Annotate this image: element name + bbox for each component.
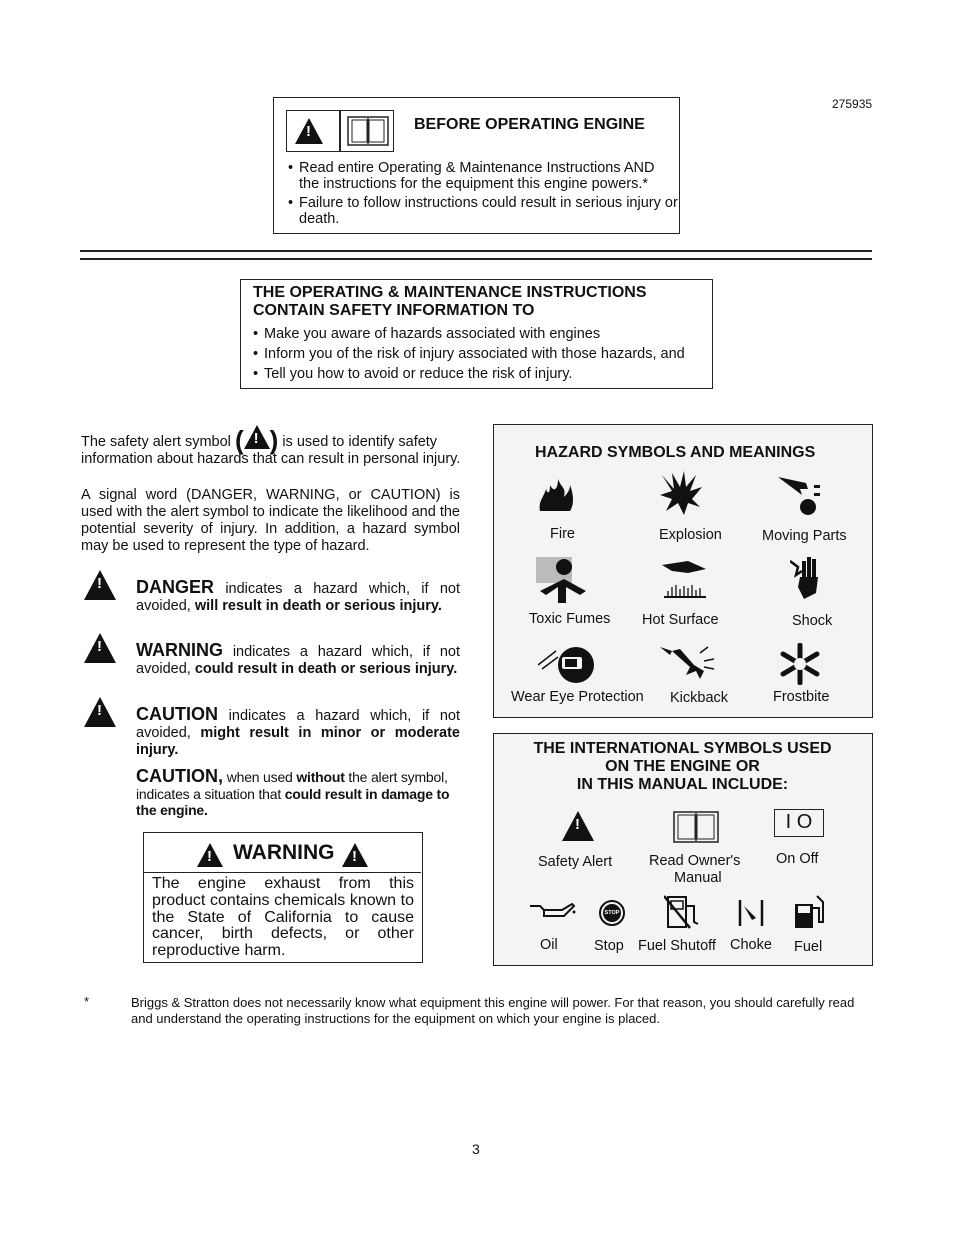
before-title: BEFORE OPERATING ENGINE [414, 116, 645, 133]
intl-label: Fuel Shutoff [638, 938, 716, 954]
divider-bottom [80, 258, 872, 260]
list-item: • Read entire Operating & Maintenance Instructions AND the instructions for the equipment this engine powers.* [288, 160, 678, 192]
danger-definition: DANGER indicates a hazard which, if not avoided, will result in death or serious injury. [136, 577, 460, 614]
international-symbols-box [493, 733, 873, 966]
hazard-title: HAZARD SYMBOLS AND MEANINGS [535, 444, 816, 461]
hazard-label: Frostbite [773, 689, 830, 705]
toxic-fumes-icon [536, 557, 590, 608]
list-item: • Failure to follow instructions could result in serious injury or death. [288, 195, 678, 227]
california-warning-box [143, 832, 423, 963]
intl-label: Oil [540, 937, 558, 953]
fuel-shutoff-icon [664, 894, 700, 935]
owners-manual-icon [672, 809, 720, 850]
intl-label: Read Owner's [649, 853, 741, 869]
fuel-icon [793, 894, 827, 935]
caution-no-symbol-definition: CAUTION, when used without the alert symbol, indicates a situation that could result in damage to the engine. [136, 766, 450, 818]
frostbite-icon [779, 643, 821, 690]
hazard-symbols-box [493, 424, 873, 718]
hazard-label: Hot Surface [642, 612, 719, 628]
moving-parts-icon [778, 475, 824, 524]
ops-bullets [253, 324, 708, 384]
signal-word-paragraph: A signal word (DANGER, WARNING, or CAUTION) is used with the alert symbol to indicate the likelihood and the potential severity of injury. In addition, a hazard symbol may be used to represent the type of hazard. [81, 487, 460, 554]
ops-title: THE OPERATING & MAINTENANCE INSTRUCTIONS CONTAIN SAFETY INFORMATION TO [253, 284, 647, 319]
safety-alert-icon [295, 118, 323, 149]
warning-definition: WARNING indicates a hazard which, if not avoided, could result in death or serious injury. [136, 640, 460, 677]
intl-label: Stop [594, 938, 624, 954]
warning-alert-icon [84, 633, 116, 668]
hot-surface-icon [662, 559, 708, 604]
danger-alert-icon [84, 570, 116, 605]
before-operating-box [273, 97, 680, 234]
warning-text: The engine exhaust from this product contains chemicals known to the State of California to cause cancer, birth defects, or other reproductive harm. [152, 875, 414, 960]
icon-frame [286, 110, 394, 152]
manual-icon [346, 114, 390, 153]
eye-protection-icon [538, 639, 596, 690]
choke-icon [738, 898, 764, 933]
list-item: • Make you aware of hazards associated with engines [253, 324, 708, 344]
stop-icon: STOP [599, 900, 625, 926]
list-item: • Inform you of the risk of injury associated with those hazards, and [253, 344, 708, 364]
before-bullets [288, 160, 678, 227]
document-number: 275935 [832, 97, 873, 111]
caution-alert-icon [84, 697, 116, 732]
fire-icon [536, 475, 576, 518]
intl-label: Safety Alert [538, 854, 613, 870]
divider-top [80, 250, 872, 252]
on-off-icon: I O [774, 809, 824, 837]
operating-instructions-box [240, 279, 713, 389]
shock-icon [790, 555, 820, 606]
safety-alert-intro: The safety alert symbol (! ) is used to identify safety information about hazards that can result in personal injury. [81, 425, 461, 468]
hazard-label: Explosion [659, 527, 722, 543]
hazard-label: Toxic Fumes [529, 611, 611, 627]
warning-title: WARNING [233, 841, 335, 864]
explosion-icon [660, 471, 704, 520]
caution-definition: CAUTION indicates a hazard which, if not avoided, might result in minor or moderate injury. [136, 704, 461, 758]
safety-alert-icon [562, 811, 594, 846]
list-item: • Tell you how to avoid or reduce the risk of injury. [253, 364, 708, 384]
safety-alert-icon [244, 425, 270, 449]
hazard-label: Fire [550, 526, 575, 542]
warning-right-icon [342, 843, 368, 872]
intl-label: Fuel [794, 939, 823, 955]
warning-header [144, 833, 421, 873]
footnote-text: Briggs & Stratton does not necessarily know what equipment this engine will power. For that reason, you should carefully read and understand the operating instructions for the equipment on which your engine is placed. [131, 995, 855, 1026]
hazard-label: Shock [792, 613, 833, 629]
warning-left-icon [197, 843, 223, 872]
footnote-mark: * [84, 994, 90, 1009]
hazard-label: Kickback [670, 690, 729, 706]
intl-title: THE INTERNATIONAL SYMBOLS USED ON THE ENGINE OR IN THIS MANUAL INCLUDE: [533, 740, 832, 793]
hazard-label: Moving Parts [762, 528, 847, 544]
intl-label: Choke [730, 937, 772, 953]
hazard-label: Wear Eye Protection [511, 689, 644, 705]
page-number: 3 [472, 1141, 480, 1157]
kickback-icon [660, 645, 716, 688]
intl-label: Manual [674, 870, 722, 886]
oil-icon [530, 900, 576, 925]
intl-label: On Off [776, 851, 819, 867]
